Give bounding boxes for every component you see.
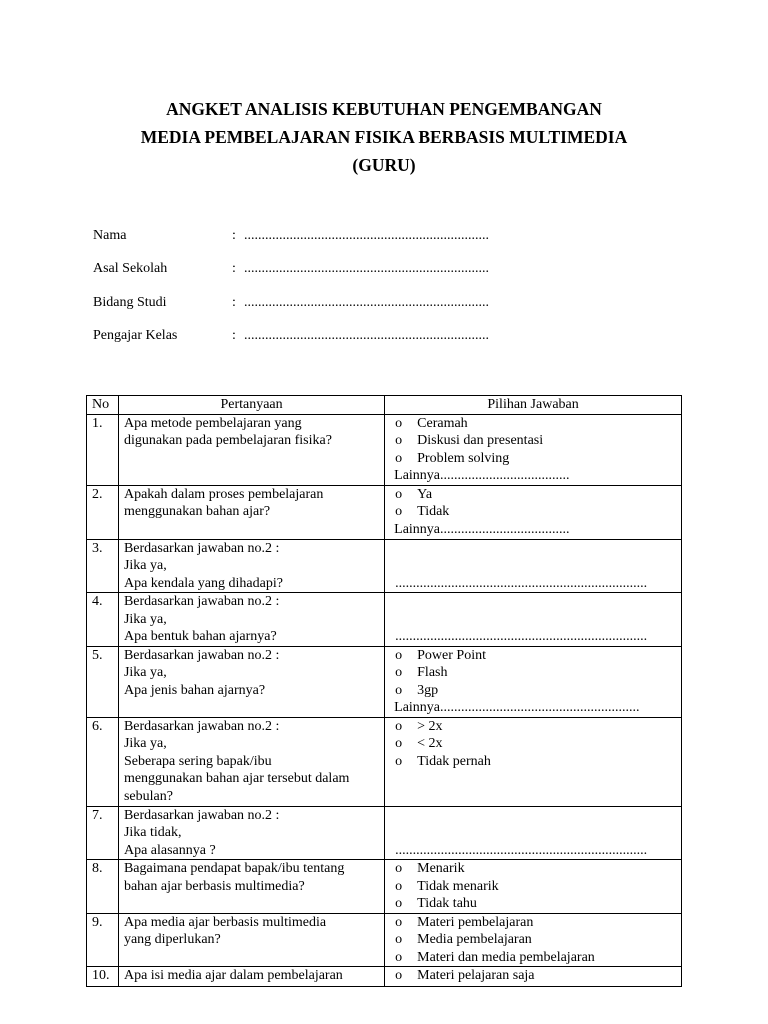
- question-line: Apa media ajar berbasis multimedia: [123, 914, 327, 930]
- header-no: No: [87, 396, 119, 415]
- question-line: Apa isi media ajar dalam pembelajaran: [123, 968, 343, 983]
- answer-option-label: Tidak menarik: [417, 878, 499, 894]
- answer-option[interactable]: [395, 860, 681, 878]
- identity-colon: :: [232, 327, 236, 343]
- question-cell: [118, 717, 384, 806]
- identity-row-nama: [93, 228, 489, 261]
- answer-cell: [385, 414, 682, 485]
- answer-cell: [385, 913, 682, 967]
- identity-label: Asal Sekolah: [93, 261, 168, 277]
- answer-option[interactable]: [395, 450, 681, 468]
- question-line: Apa jenis bahan ajarnya?: [123, 682, 266, 698]
- question-line: Berdasarkan jawaban no.2 :: [123, 540, 280, 556]
- question-cell: [118, 485, 384, 539]
- identity-row-bidang-studi: [93, 295, 489, 328]
- radio-circle-icon[interactable]: o: [395, 949, 403, 965]
- answer-option-label: < 2x: [417, 736, 443, 751]
- answer-option[interactable]: [395, 914, 681, 932]
- table-row: [87, 414, 682, 485]
- radio-circle-icon[interactable]: o: [395, 736, 403, 751]
- table-row: [87, 646, 682, 717]
- radio-circle-icon[interactable]: o: [395, 665, 403, 680]
- answer-option[interactable]: [395, 735, 681, 753]
- row-number: 7.: [87, 806, 119, 860]
- answer-option-label: Menarik: [417, 861, 465, 876]
- row-number: 2.: [87, 485, 119, 539]
- answer-cell: [385, 646, 682, 717]
- row-number: 8.: [87, 860, 119, 914]
- answer-option-label: Problem solving: [417, 450, 510, 466]
- answer-option[interactable]: [395, 503, 681, 521]
- question-line: Berdasarkan jawaban no.2 :: [123, 807, 280, 823]
- answer-option[interactable]: [395, 647, 681, 665]
- question-line: bahan ajar berbasis multimedia?: [123, 878, 305, 894]
- identity-label: Nama: [93, 228, 127, 243]
- identity-label: Pengajar Kelas: [93, 327, 178, 343]
- radio-circle-icon[interactable]: o: [395, 433, 403, 448]
- radio-circle-icon[interactable]: o: [395, 415, 403, 431]
- title-line-3: (GURU): [352, 155, 416, 175]
- answer-option[interactable]: [395, 682, 681, 700]
- answer-fill-line[interactable]: ........................................................................: [395, 575, 648, 591]
- identity-colon: :: [232, 294, 236, 310]
- question-line: Seberapa sering bapak/ibu: [123, 753, 272, 769]
- row-number: 4.: [87, 593, 119, 647]
- identity-section: [93, 228, 489, 361]
- question-line: Apa alasannya ?: [123, 842, 216, 858]
- identity-blank: ......................................................................: [244, 327, 489, 343]
- question-cell: [118, 593, 384, 647]
- answer-cell: [385, 593, 682, 647]
- table-row: [87, 485, 682, 539]
- answer-option-label: Materi pelajaran saja: [417, 968, 535, 983]
- answer-option-label: Ceramah: [417, 415, 468, 431]
- radio-circle-icon[interactable]: o: [395, 486, 403, 502]
- answer-option[interactable]: [395, 753, 681, 771]
- answer-option-label: Tidak: [417, 504, 450, 519]
- radio-circle-icon[interactable]: o: [395, 718, 403, 734]
- question-cell: [118, 913, 384, 967]
- answer-cell: [385, 717, 682, 806]
- question-line: Jika ya,: [123, 736, 167, 751]
- radio-circle-icon[interactable]: o: [395, 896, 403, 911]
- answer-option-label: Materi pembelajaran: [417, 914, 534, 930]
- identity-blank: ......................................................................: [244, 228, 489, 243]
- header-question: Pertanyaan: [118, 396, 384, 415]
- question-line: menggunakan bahan ajar?: [123, 504, 271, 519]
- answer-option-label: Materi dan media pembelajaran: [417, 949, 595, 965]
- question-cell: [118, 646, 384, 717]
- row-number: 9.: [87, 913, 119, 967]
- answer-other-field[interactable]: Lainnya.........................................................: [394, 700, 640, 715]
- answer-option-label: Tidak tahu: [417, 896, 477, 911]
- table-header-row: [87, 396, 682, 415]
- answer-option[interactable]: [395, 931, 681, 949]
- row-number: 10.: [87, 967, 119, 987]
- question-line: Berdasarkan jawaban no.2 :: [123, 647, 280, 663]
- question-line: digunakan pada pembelajaran fisika?: [123, 433, 332, 448]
- identity-colon: :: [232, 228, 236, 243]
- header-answer: Pilihan Jawaban: [385, 396, 682, 415]
- answer-other-field[interactable]: Lainnya.....................................: [394, 521, 570, 537]
- answer-option[interactable]: [395, 967, 681, 985]
- answer-option-label: Flash: [417, 665, 448, 680]
- question-line: sebulan?: [123, 788, 173, 804]
- question-cell: [118, 806, 384, 860]
- questionnaire-table: [86, 395, 682, 987]
- table-row: [87, 967, 682, 987]
- question-line: Jika tidak,: [123, 825, 182, 840]
- answer-cell: [385, 485, 682, 539]
- answer-option-label: Diskusi dan presentasi: [417, 433, 544, 448]
- question-line: menggunakan bahan ajar tersebut dalam: [123, 771, 350, 786]
- answer-option-label: Ya: [417, 486, 433, 502]
- answer-option[interactable]: [395, 664, 681, 682]
- question-line: Apa kendala yang dihadapi?: [123, 575, 283, 591]
- radio-circle-icon[interactable]: o: [395, 450, 403, 466]
- answer-fill-line[interactable]: ........................................................................: [395, 629, 648, 644]
- radio-circle-icon[interactable]: o: [395, 878, 403, 894]
- title-line-1: ANGKET ANALISIS KEBUTUHAN PENGEMBANGAN: [166, 99, 602, 119]
- radio-circle-icon[interactable]: o: [395, 682, 403, 698]
- radio-circle-icon[interactable]: o: [395, 932, 403, 947]
- identity-blank: ......................................................................: [244, 261, 489, 277]
- identity-colon: :: [232, 261, 236, 277]
- answer-option-label: Tidak pernah: [417, 753, 491, 769]
- radio-circle-icon[interactable]: o: [395, 861, 403, 876]
- document-title: [60, 95, 708, 179]
- table-row: [87, 860, 682, 914]
- answer-cell: [385, 806, 682, 860]
- radio-circle-icon[interactable]: o: [395, 968, 403, 983]
- radio-circle-icon[interactable]: o: [395, 914, 403, 930]
- identity-blank: ......................................................................: [244, 294, 489, 310]
- answer-cell: [385, 967, 682, 987]
- table-row: [87, 806, 682, 860]
- answer-cell: [385, 860, 682, 914]
- answer-option[interactable]: [395, 486, 681, 504]
- answer-option[interactable]: [395, 718, 681, 736]
- answer-fill-line[interactable]: ........................................................................: [395, 842, 648, 858]
- question-line: Jika ya,: [123, 558, 167, 573]
- answer-option-label: > 2x: [417, 718, 443, 734]
- question-line: Bagaimana pendapat bapak/ibu tentang: [123, 861, 345, 876]
- question-cell: [118, 967, 384, 987]
- row-number: 1.: [87, 414, 119, 485]
- answer-option[interactable]: [395, 878, 681, 896]
- table-row: [87, 593, 682, 647]
- answer-cell: [385, 539, 682, 593]
- answer-option[interactable]: [395, 432, 681, 450]
- identity-row-pengajar-kelas: [93, 328, 489, 361]
- question-cell: [118, 539, 384, 593]
- radio-circle-icon[interactable]: o: [395, 753, 403, 769]
- title-line-2: MEDIA PEMBELAJARAN FISIKA BERBASIS MULTIMEDIA: [140, 127, 628, 147]
- answer-option-label: 3gp: [417, 682, 439, 698]
- question-line: Apakah dalam proses pembelajaran: [123, 486, 324, 502]
- answer-option[interactable]: [395, 415, 681, 433]
- answer-option-label: Media pembelajaran: [417, 932, 532, 947]
- identity-label: Bidang Studi: [93, 294, 167, 310]
- radio-circle-icon[interactable]: o: [395, 504, 403, 519]
- table-row: [87, 717, 682, 806]
- answer-option-label: Power Point: [417, 647, 486, 663]
- table-row: [87, 539, 682, 593]
- question-line: Berdasarkan jawaban no.2 :: [123, 718, 280, 734]
- question-line: Apa metode pembelajaran yang: [123, 415, 302, 431]
- question-line: yang diperlukan?: [123, 932, 221, 947]
- radio-circle-icon[interactable]: o: [395, 647, 403, 663]
- identity-row-asal-sekolah: [93, 261, 489, 294]
- question-line: Berdasarkan jawaban no.2 :: [123, 594, 280, 609]
- question-cell: [118, 414, 384, 485]
- answer-other-field[interactable]: Lainnya.....................................: [394, 468, 570, 483]
- row-number: 3.: [87, 539, 119, 593]
- row-number: 6.: [87, 717, 119, 806]
- question-cell: [118, 860, 384, 914]
- question-line: Jika ya,: [123, 665, 167, 680]
- table-row: [87, 913, 682, 967]
- question-line: Jika ya,: [123, 611, 167, 627]
- answer-option[interactable]: [395, 949, 681, 967]
- answer-option[interactable]: [395, 895, 681, 913]
- question-line: Apa bentuk bahan ajarnya?: [123, 629, 277, 644]
- row-number: 5.: [87, 646, 119, 717]
